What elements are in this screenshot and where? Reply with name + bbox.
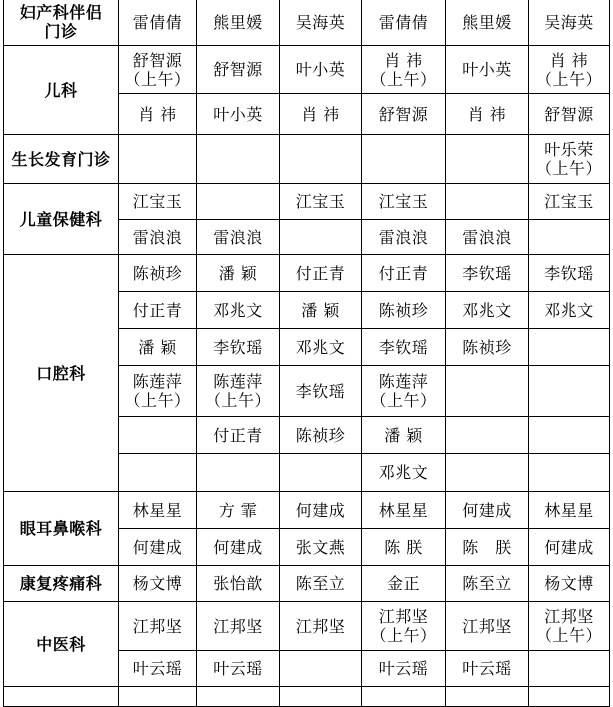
doctor-name: 邓兆文 xyxy=(213,300,263,320)
doctor-cell xyxy=(197,566,280,602)
session-note: （上午） xyxy=(535,626,602,645)
doctor-name: 邓兆文 xyxy=(462,300,512,320)
doctor-cell xyxy=(119,220,197,255)
doctor-name: 陈 朕 xyxy=(462,537,512,557)
doctor-cell xyxy=(446,651,529,687)
doctor-cell xyxy=(362,651,446,687)
doctor-cell xyxy=(362,687,446,707)
department-label: 生长发育门诊 xyxy=(11,149,111,169)
doctor-name: 舒智源 xyxy=(213,60,263,79)
doctor-name: 江宝玉 xyxy=(132,192,183,211)
doctor-name: 雷倩倩 xyxy=(132,12,183,32)
doctor-name: 熊里媛 xyxy=(462,12,512,32)
doctor-name: 陈莲萍 xyxy=(213,372,263,391)
session-note: （上午） xyxy=(535,69,602,89)
doctor-cell xyxy=(197,454,280,492)
table-row xyxy=(4,602,610,651)
doctor-cell xyxy=(197,329,280,366)
doctor-cell xyxy=(362,329,446,366)
doctor-name: 舒智源 xyxy=(132,50,183,70)
doctor-cell xyxy=(529,0,610,46)
doctor-name: 李钦瑶 xyxy=(378,337,429,357)
doctor-name: 杨文博 xyxy=(544,574,594,593)
doctor-name: 舒智源 xyxy=(378,104,429,124)
doctor-cell xyxy=(362,529,446,566)
doctor-cell xyxy=(119,135,197,184)
doctor-cell xyxy=(197,687,280,707)
doctor-cell xyxy=(362,366,446,417)
doctor-cell xyxy=(362,417,446,454)
doctor-cell xyxy=(529,492,610,529)
doctor-cell xyxy=(119,687,197,707)
doctor-name: 江邦坚 xyxy=(462,616,512,636)
department-cell xyxy=(4,492,119,566)
doctor-name: 江邦坚 xyxy=(544,607,594,626)
doctor-name: 张怡歆 xyxy=(213,574,263,593)
doctor-name: 江宝玉 xyxy=(544,192,594,211)
doctor-cell xyxy=(362,184,446,220)
session-note: （上午） xyxy=(370,391,437,410)
doctor-name: 叶云瑶 xyxy=(462,659,512,678)
department-label: 眼耳鼻喉科 xyxy=(19,519,103,538)
department-label: 中医科 xyxy=(36,634,86,654)
department-cell xyxy=(4,135,119,184)
department-label: 康复疼痛科 xyxy=(19,574,103,593)
doctor-name: 熊里媛 xyxy=(213,12,263,32)
doctor-name: 陈 朕 xyxy=(384,537,423,557)
doctor-name: 吴海英 xyxy=(295,12,346,32)
doctor-name: 肖 祎 xyxy=(301,104,340,124)
doctor-name: 江邦坚 xyxy=(213,616,263,636)
doctor-name: 雷倩倩 xyxy=(378,12,429,32)
department-cell xyxy=(4,0,119,46)
doctor-name: 何建成 xyxy=(544,537,594,557)
doctor-name: 何建成 xyxy=(462,500,512,520)
doctor-name: 雷浪浪 xyxy=(132,227,183,247)
table-row xyxy=(4,0,610,46)
doctor-cell xyxy=(119,366,197,417)
doctor-cell xyxy=(197,184,280,220)
doctor-name: 林星星 xyxy=(544,500,594,520)
doctor-cell xyxy=(119,329,197,366)
doctor-name: 潘 颖 xyxy=(138,337,177,357)
doctor-cell xyxy=(280,329,362,366)
department-cell xyxy=(4,566,119,602)
doctor-name: 李钦瑶 xyxy=(462,263,512,283)
doctor-name: 肖 祎 xyxy=(549,50,589,70)
doctor-cell xyxy=(280,94,362,135)
doctor-name: 李钦瑶 xyxy=(544,263,594,283)
table-row xyxy=(4,255,610,292)
doctor-name: 方 霏 xyxy=(218,500,258,520)
table-row xyxy=(4,566,610,602)
doctor-cell xyxy=(446,366,529,417)
doctor-name: 叶乐荣 xyxy=(544,140,594,159)
department-cell xyxy=(4,46,119,135)
doctor-cell xyxy=(529,184,610,220)
doctor-cell xyxy=(446,255,529,292)
doctor-cell xyxy=(529,292,610,329)
doctor-cell xyxy=(362,135,446,184)
doctor-cell xyxy=(119,417,197,454)
doctor-name: 付正青 xyxy=(378,263,429,283)
table-row xyxy=(4,184,610,220)
doctor-cell xyxy=(280,454,362,492)
doctor-cell xyxy=(362,602,446,651)
doctor-cell xyxy=(529,529,610,566)
department-cell xyxy=(4,255,119,492)
doctor-name: 雷浪浪 xyxy=(213,227,263,247)
doctor-cell xyxy=(280,184,362,220)
doctor-cell xyxy=(197,255,280,292)
doctor-cell xyxy=(197,135,280,184)
session-note: （上午） xyxy=(370,626,437,645)
doctor-cell xyxy=(362,94,446,135)
doctor-cell xyxy=(362,454,446,492)
table-row xyxy=(4,492,610,529)
session-note: （上午） xyxy=(370,69,437,89)
doctor-cell xyxy=(197,220,280,255)
doctor-cell xyxy=(362,292,446,329)
doctor-name: 陈至立 xyxy=(462,574,512,593)
doctor-cell xyxy=(529,46,610,94)
doctor-name: 叶小英 xyxy=(213,104,263,124)
doctor-name: 李钦瑶 xyxy=(295,381,346,401)
doctor-name: 潘 颖 xyxy=(384,425,423,445)
doctor-cell xyxy=(446,46,529,94)
doctor-cell xyxy=(280,602,362,651)
doctor-name: 叶云瑶 xyxy=(132,659,183,678)
doctor-cell xyxy=(529,329,610,366)
doctor-cell xyxy=(280,135,362,184)
doctor-name: 舒智源 xyxy=(544,104,594,124)
doctor-name: 潘 颖 xyxy=(218,263,258,283)
doctor-cell xyxy=(119,566,197,602)
doctor-name: 陈祯珍 xyxy=(378,300,429,320)
doctor-cell xyxy=(446,417,529,454)
doctor-name: 江宝玉 xyxy=(295,192,346,211)
doctor-name: 吴海英 xyxy=(544,12,594,32)
session-note: （上午） xyxy=(204,391,271,410)
doctor-cell xyxy=(197,0,280,46)
department-label: 口腔科 xyxy=(36,363,86,383)
doctor-cell xyxy=(446,602,529,651)
doctor-cell xyxy=(362,255,446,292)
doctor-cell xyxy=(529,602,610,651)
doctor-cell xyxy=(529,135,610,184)
doctor-name: 付正青 xyxy=(295,263,346,283)
doctor-cell xyxy=(280,292,362,329)
doctor-cell xyxy=(529,687,610,707)
doctor-cell xyxy=(529,454,610,492)
doctor-cell xyxy=(446,94,529,135)
doctor-cell xyxy=(119,292,197,329)
doctor-name: 陈祯珍 xyxy=(462,337,512,357)
doctor-name: 肖 祎 xyxy=(467,104,507,124)
doctor-name: 江宝玉 xyxy=(378,192,429,211)
doctor-cell xyxy=(119,0,197,46)
doctor-name: 邓兆文 xyxy=(544,300,594,320)
doctor-name: 陈至立 xyxy=(295,574,346,593)
department-cell xyxy=(4,184,119,255)
doctor-cell xyxy=(446,184,529,220)
table-row xyxy=(4,135,610,184)
doctor-cell xyxy=(446,0,529,46)
doctor-cell xyxy=(446,220,529,255)
doctor-cell xyxy=(197,292,280,329)
doctor-cell xyxy=(197,417,280,454)
doctor-cell xyxy=(280,687,362,707)
department-label: 儿科 xyxy=(44,80,78,100)
doctor-name: 江邦坚 xyxy=(378,607,429,626)
doctor-cell xyxy=(362,566,446,602)
doctor-cell xyxy=(119,651,197,687)
doctor-cell xyxy=(197,94,280,135)
department-cell xyxy=(4,602,119,687)
doctor-name: 叶小英 xyxy=(462,60,512,79)
doctor-name: 付正青 xyxy=(213,425,263,445)
doctor-name: 肖 祎 xyxy=(138,104,177,124)
doctor-name: 张文燕 xyxy=(295,537,346,557)
doctor-cell xyxy=(529,651,610,687)
doctor-cell xyxy=(362,220,446,255)
doctor-name: 肖 祎 xyxy=(384,50,423,70)
session-note: （上午） xyxy=(124,391,191,410)
doctor-cell xyxy=(529,220,610,255)
doctor-name: 林星星 xyxy=(132,500,183,520)
doctor-name: 何建成 xyxy=(213,537,263,557)
doctor-cell xyxy=(197,602,280,651)
doctor-cell xyxy=(529,366,610,417)
doctor-name: 何建成 xyxy=(132,537,183,557)
doctor-cell xyxy=(280,46,362,94)
doctor-cell xyxy=(446,529,529,566)
clinic-schedule-table xyxy=(3,0,610,707)
department-label-line: 妇产科伴侣 xyxy=(19,3,103,22)
doctor-cell xyxy=(197,46,280,94)
doctor-cell xyxy=(280,0,362,46)
doctor-cell xyxy=(280,255,362,292)
doctor-cell xyxy=(280,366,362,417)
doctor-name: 邓兆文 xyxy=(295,337,346,357)
doctor-cell xyxy=(119,184,197,220)
doctor-cell xyxy=(446,492,529,529)
department-label: 儿童保健科 xyxy=(19,209,103,229)
department-label-line: 门诊 xyxy=(44,22,78,41)
doctor-cell xyxy=(119,454,197,492)
doctor-cell xyxy=(197,651,280,687)
doctor-cell xyxy=(446,566,529,602)
doctor-cell xyxy=(280,220,362,255)
doctor-name: 叶云瑶 xyxy=(213,659,263,678)
doctor-name: 付正青 xyxy=(132,300,183,320)
doctor-name: 何建成 xyxy=(295,500,346,520)
doctor-name: 江邦坚 xyxy=(132,616,183,636)
doctor-cell xyxy=(280,417,362,454)
doctor-name: 金正 xyxy=(386,574,420,593)
doctor-name: 陈莲萍 xyxy=(378,372,429,391)
doctor-cell xyxy=(446,687,529,707)
doctor-cell xyxy=(280,529,362,566)
doctor-cell xyxy=(119,255,197,292)
doctor-cell xyxy=(529,255,610,292)
doctor-name: 林星星 xyxy=(378,500,429,520)
doctor-name: 杨文博 xyxy=(132,574,183,593)
department-cell xyxy=(4,687,119,707)
session-note: （上午） xyxy=(124,69,191,89)
doctor-cell xyxy=(280,651,362,687)
doctor-cell xyxy=(362,46,446,94)
doctor-cell xyxy=(529,566,610,602)
doctor-cell xyxy=(119,602,197,651)
doctor-name: 江邦坚 xyxy=(295,616,346,636)
table-row xyxy=(4,687,610,707)
doctor-name: 雷浪浪 xyxy=(378,227,429,247)
doctor-name: 陈祯珍 xyxy=(295,425,346,445)
doctor-name: 陈莲萍 xyxy=(132,372,183,391)
doctor-cell xyxy=(119,492,197,529)
doctor-name: 叶小英 xyxy=(295,60,346,79)
doctor-name: 李钦瑶 xyxy=(213,337,263,357)
doctor-cell xyxy=(529,417,610,454)
doctor-cell xyxy=(197,492,280,529)
doctor-cell xyxy=(362,0,446,46)
doctor-cell xyxy=(119,529,197,566)
doctor-cell xyxy=(446,454,529,492)
doctor-cell xyxy=(446,292,529,329)
schedule-body xyxy=(4,0,610,707)
table-row xyxy=(4,46,610,94)
doctor-name: 邓兆文 xyxy=(378,463,429,482)
doctor-cell xyxy=(446,135,529,184)
doctor-name: 潘 颖 xyxy=(301,300,340,320)
doctor-cell xyxy=(119,46,197,94)
doctor-cell xyxy=(362,492,446,529)
doctor-cell xyxy=(280,566,362,602)
doctor-cell xyxy=(197,529,280,566)
doctor-name: 叶云瑶 xyxy=(378,659,429,678)
doctor-cell xyxy=(446,329,529,366)
doctor-cell xyxy=(119,94,197,135)
doctor-cell xyxy=(529,94,610,135)
doctor-name: 陈祯珍 xyxy=(132,263,183,283)
doctor-cell xyxy=(280,492,362,529)
doctor-cell xyxy=(197,366,280,417)
doctor-name: 雷浪浪 xyxy=(462,227,512,247)
session-note: （上午） xyxy=(535,159,602,178)
